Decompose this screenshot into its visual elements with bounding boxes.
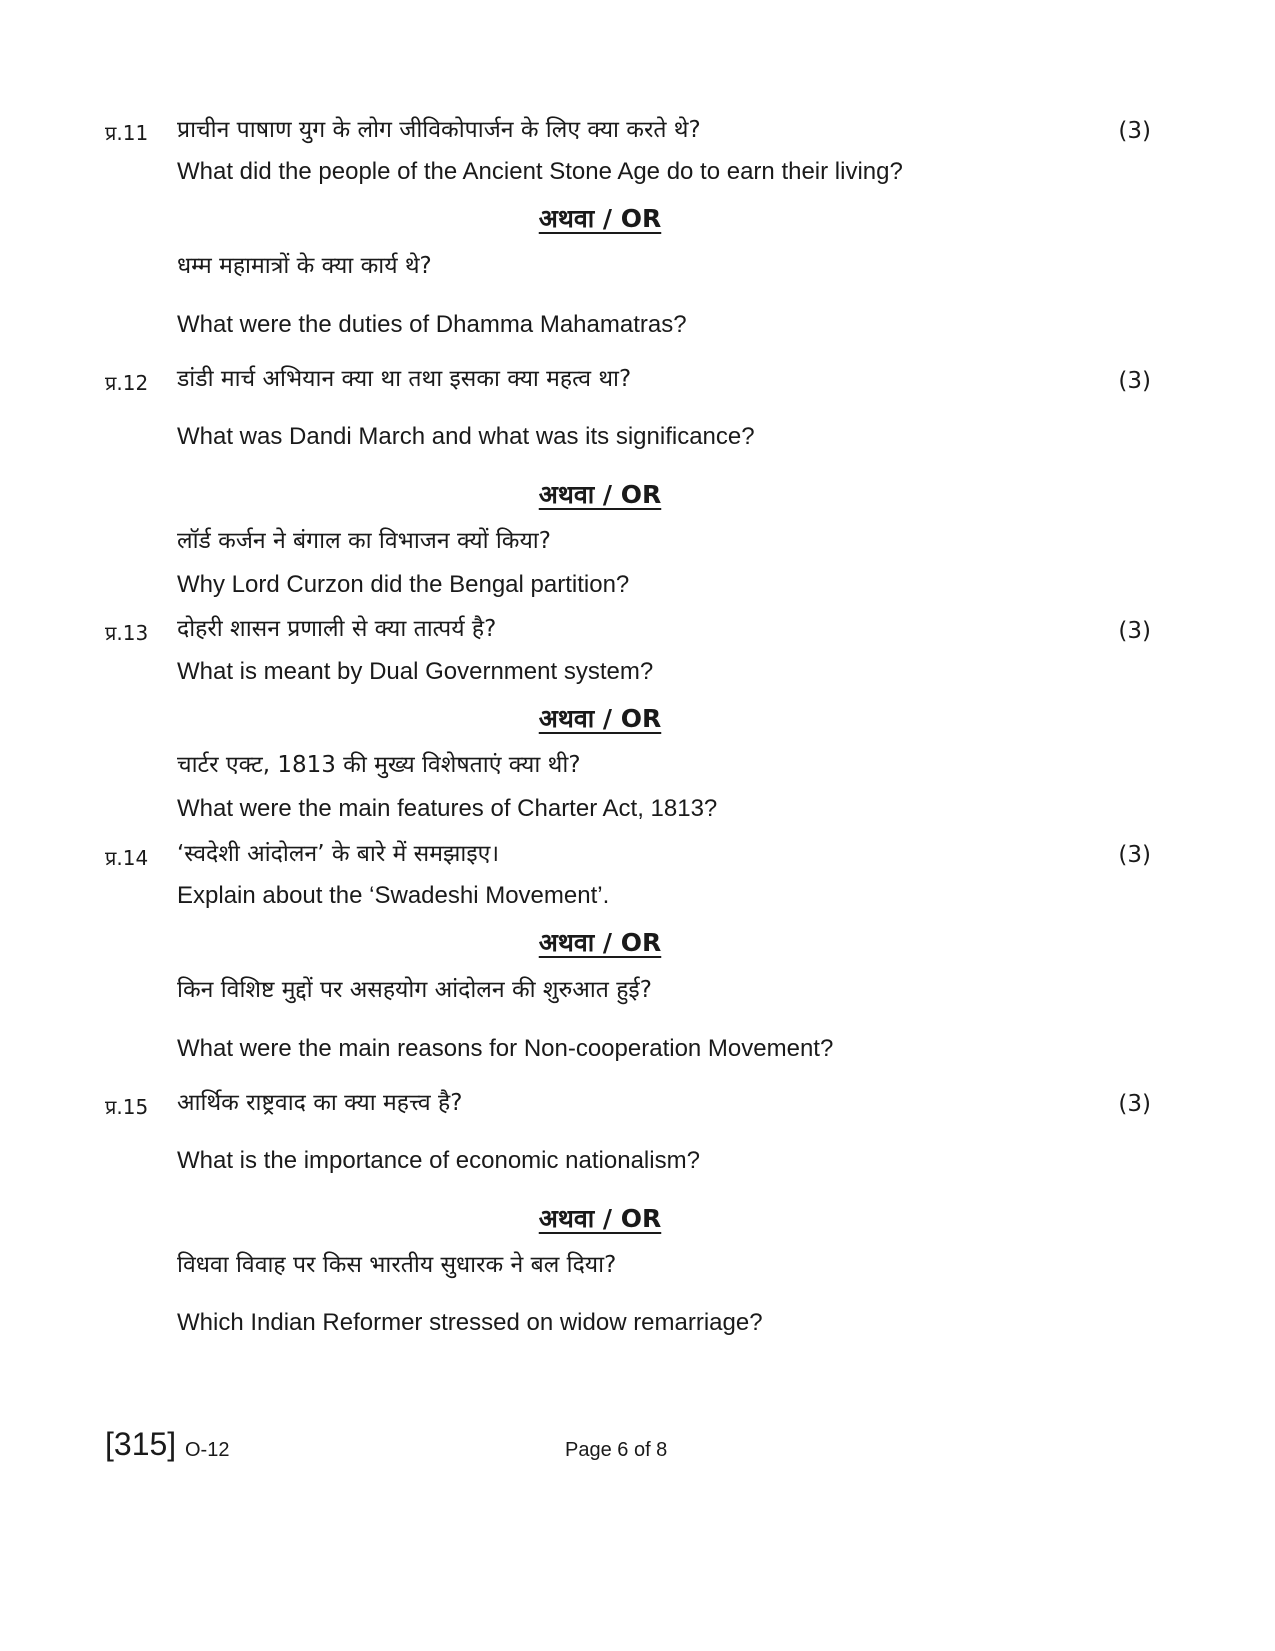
question-hindi: ‘स्वदेशी आंदोलन’ के बारे में समझाइए। (177, 841, 500, 867)
paper-series: O-12 (185, 1439, 230, 1461)
question-number: प्र.13 (105, 621, 149, 645)
question-number: प्र.11 (105, 121, 149, 145)
alternative-question-hindi: धम्म महामात्रों के क्या कार्य थे? (177, 253, 432, 279)
alternative-question-hindi: चार्टर एक्ट, 1813 की मुख्य विशेषताएं क्या थी? (177, 752, 581, 778)
question-number: प्र.15 (105, 1095, 149, 1119)
alternative-question-hindi: लॉर्ड कर्जन ने बंगाल का विभाजन क्यों किया? (177, 528, 551, 554)
question-marks: (3) (1118, 842, 1151, 868)
or-divider: अथवा / OR (538, 928, 662, 957)
or-divider: अथवा / OR (538, 480, 662, 509)
question-number: प्र.12 (105, 371, 149, 395)
alternative-question-english: What were the main reasons for Non-cooperation Movement? (177, 1035, 834, 1062)
question-marks: (3) (1118, 618, 1151, 644)
alternative-question-hindi: विधवा विवाह पर किस भारतीय सुधारक ने बल दिया? (177, 1252, 617, 1278)
or-divider: अथवा / OR (538, 1204, 662, 1233)
alternative-question-english: Why Lord Curzon did the Bengal partition? (177, 571, 630, 598)
question-english: What was Dandi March and what was its significance? (177, 423, 755, 450)
question-hindi: आर्थिक राष्ट्रवाद का क्या महत्त्व है? (177, 1090, 463, 1116)
question-marks: (3) (1118, 1091, 1151, 1117)
page-number: Page 6 of 8 (565, 1439, 668, 1461)
alternative-question-english: Which Indian Reformer stressed on widow remarriage? (177, 1309, 763, 1336)
question-marks: (3) (1118, 118, 1151, 144)
question-english: What is meant by Dual Government system? (177, 658, 654, 685)
or-divider: अथवा / OR (538, 704, 662, 733)
alternative-question-english: What were the duties of Dhamma Mahamatras? (177, 311, 687, 338)
question-marks: (3) (1118, 368, 1151, 394)
question-hindi: डांडी मार्च अभियान क्या था तथा इसका क्या महत्व था? (177, 366, 632, 392)
question-number: प्र.14 (105, 846, 149, 870)
question-english: What did the people of the Ancient Stone Age do to earn their living? (177, 158, 903, 185)
subject-code: [315] (105, 1426, 177, 1462)
question-hindi: दोहरी शासन प्रणाली से क्या तात्पर्य है? (177, 616, 497, 642)
or-divider: अथवा / OR (538, 204, 662, 233)
question-hindi: प्राचीन पाषाण युग के लोग जीविकोपार्जन के लिए क्या करते थे? (177, 117, 701, 143)
question-english: Explain about the ‘Swadeshi Movement’. (177, 882, 610, 909)
alternative-question-english: What were the main features of Charter Act, 1813? (177, 795, 718, 822)
alternative-question-hindi: किन विशिष्ट मुद्दों पर असहयोग आंदोलन की शुरुआत हुई? (177, 977, 652, 1003)
question-english: What is the importance of economic nationalism? (177, 1147, 700, 1174)
